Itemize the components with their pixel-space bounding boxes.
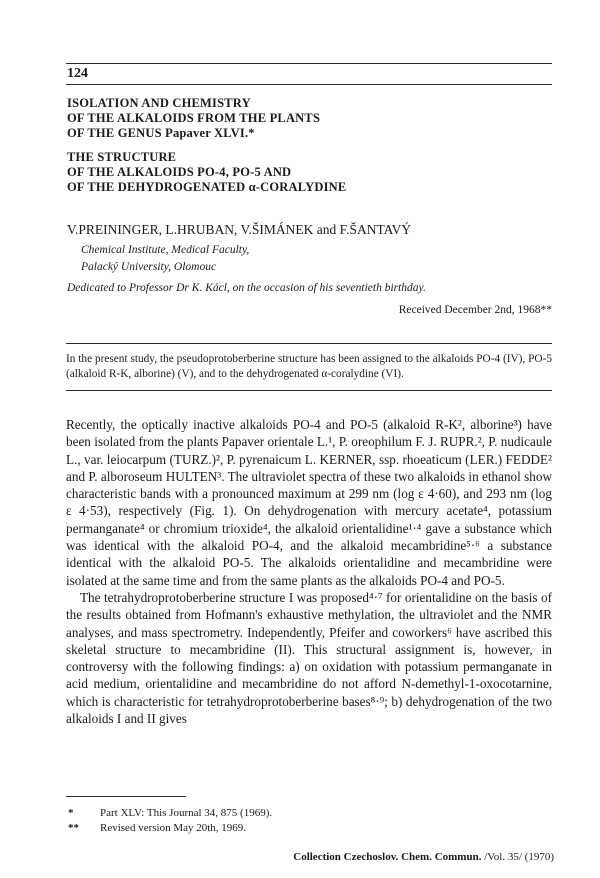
- journal-name: Collection Czechoslov. Chem. Commun.: [293, 851, 482, 863]
- affiliation-line: Chemical Institute, Medical Faculty,: [81, 244, 250, 256]
- subtitle-line: THE STRUCTURE: [67, 149, 177, 164]
- received-date: Received December 2nd, 1968**: [398, 304, 552, 316]
- title-line: OF THE GENUS Papaver XLVI.*: [67, 126, 255, 141]
- page-number: 124: [67, 66, 88, 81]
- body-paragraph: Recently, the optically inactive alkaloids PO-4 and PO-5 (alkaloid R-K², alborine³) have been isolated from the plants Papaver orientale L.¹, P. oreophilum F. J. RUPR.², P. nudicaule L., var. leiocarpum (TURZ.)², P. pyrenaicum L. KERNER, ssp. rhoeaticum (LER.) FEDDE² and P. alboroseum HULTEN³. The ultraviolet spectra of these two alkaloids in ethanol show characteristic bands with a pronounced maximum at 299 nm (log ε 4·60), and 293 nm (log ε 4·53), respectively (Fig. 1). On dehydrogenation with mercury acetate⁴, potassium permanganate⁴ or chromium trioxide⁴, the alkaloid orientalidine¹·⁴ gave a substance which was identical with the alkaloid PO-4, and the alkaloid mecambridine⁵·⁶ a substance identical with the alkaloid PO-5. The alkaloids orientalidine and mecambridine were isolated at the same time and from the same plants as the alkaloids PO-4 and PO-5.: [66, 417, 552, 588]
- footnote-rule: [66, 796, 186, 797]
- header-rule-top: [66, 63, 552, 64]
- subtitle-line: OF THE ALKALOIDS PO-4, PO-5 AND: [67, 164, 292, 179]
- header-rule-bottom: [66, 84, 552, 85]
- footnote-text: Part XLV: This Journal 34, 875 (1969).: [100, 807, 273, 819]
- footnote-mark: *: [68, 807, 74, 819]
- abstract-rule-top: [66, 343, 552, 344]
- volume-info: /Vol. 35/ (1970): [484, 851, 554, 863]
- article-body: [66, 416, 552, 727]
- body-paragraph: The tetrahydroprotoberberine structure I was proposed⁴·⁷ for orientalidine on the basis of the results obtained from Hofmann's exhaustive methylation, the ultraviolet and the NMR analyses, and mass spectrometry. Independently, Pfeifer and coworkers⁶ have ascribed this skeletal structure to mecambridine (II). This structural assignment is, however, in controversy with the following findings: a) on oxidation with potassium permanganate in acid medium, orientalidine and mecambridine do not afford N-demethyl-1-oxocotarnine, which is characteristic for tetrahydroprotoberberine bases⁸·⁹; b) dehydrogenation of the two alkaloids I and II gives: [66, 589, 552, 727]
- footnote-mark: **: [68, 822, 79, 834]
- abstract-rule-bottom: [66, 390, 552, 391]
- abstract: In the present study, the pseudoprotoberberine structure has been assigned to the alkaloids PO-4 (IV), PO-5 (alkaloid R-K, alborine) (V), and to the dehydrogenated α-coralydine (VI).: [66, 353, 552, 380]
- title-line: OF THE ALKALOIDS FROM THE PLANTS: [67, 111, 321, 126]
- article-title: [67, 96, 487, 195]
- affiliation-line: Palacký University, Olomouc: [81, 260, 217, 273]
- author-list: V.PREININGER, L.HRUBAN, V.ŠIMÁNEK and F.ŠANTAVÝ: [67, 222, 412, 237]
- title-line: ISOLATION AND CHEMISTRY: [67, 96, 251, 110]
- affiliation: [81, 242, 249, 275]
- page-footer: [293, 851, 554, 863]
- footnote-text: Revised version May 20th, 1969.: [100, 822, 247, 834]
- subtitle-line: OF THE DEHYDROGENATED α-CORALYDINE: [67, 180, 347, 195]
- dedication: Dedicated to Professor Dr K. Kácl, on the occasion of his seventieth birthday.: [67, 282, 426, 294]
